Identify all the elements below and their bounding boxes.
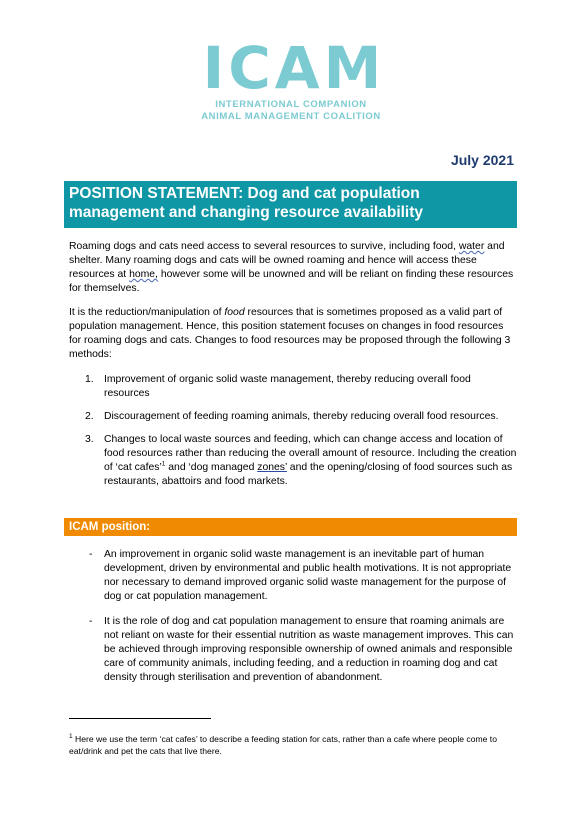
intro-paragraph (69, 240, 517, 296)
footnote-separator (69, 718, 211, 719)
positions-list (69, 548, 517, 696)
list-item-text: An improvement in organic solid waste management is an inevitable part of human development, driven by environmental and public health motivations. It is not appropriate nor necessary to demand improved organic solid waste management for the purpose of dog or cat population management. (104, 549, 512, 602)
list-item-text: Discouragement of feeding roaming animals, thereby reducing overall food resources. (104, 411, 499, 422)
spellcheck-word: zones’ (257, 462, 287, 473)
list-item (69, 410, 517, 424)
list-number: 3. (85, 434, 94, 445)
list-item (69, 615, 517, 685)
list-item-text: It is the role of dog and cat population management to ensure that roaming animals are not reliant on waste for their essential nutrition as waste management improves. This can be achieved through improving responsible ownership of owned animals and responsible care of community animals, including feeding, and a reduction in roaming dog and cat density through sterilisation and prevention of abandonment. (104, 616, 514, 683)
methods-list (69, 373, 517, 498)
logo-tagline-2: ANIMAL MANAGEMENT COALITION (201, 111, 381, 122)
food-text: It is the reduction/manipulation of (69, 307, 225, 318)
logo-wordmark: ICAM (202, 34, 386, 102)
page-title: POSITION STATEMENT: Dog and cat population management and changing resource availability (64, 181, 517, 228)
list-item (69, 433, 517, 489)
footnote-number: 1 (69, 733, 73, 741)
list-dash: - (89, 549, 93, 560)
list-item (69, 373, 517, 401)
intro-text: and shelter. Many roaming dogs and cats will be owned roaming and hence will access these resources at (69, 241, 505, 280)
list-item-text: Changes to local waste sources and feeding, which can change access and location of food resources rather than reducing the overall amount of resource. Including the creation of ‘cat cafes’ (104, 434, 517, 473)
intro-text: however some will be unowned and will be reliant on finding these resources for themselves. (69, 269, 514, 294)
list-item-text: and ‘dog managed (165, 462, 258, 473)
food-paragraph (69, 306, 517, 362)
list-item-text: Improvement of organic solid waste management, thereby reducing overall food resources (104, 374, 471, 399)
icam-logo (0, 34, 582, 123)
list-number: 1. (85, 374, 94, 385)
list-dash: - (89, 616, 93, 627)
spellcheck-word: water (458, 241, 485, 252)
food-emphasis: food (224, 307, 245, 318)
footnote-text: Here we use the term ‘cat cafes’ to describe a feeding station for cats, rather than a cafe where people come to eat/drink and pet the cats that live there. (69, 734, 497, 756)
logo-tagline-1: INTERNATIONAL COMPANION (215, 99, 367, 110)
list-item (69, 548, 517, 604)
intro-text: Roaming dogs and cats need access to several resources to survive, including food, (69, 241, 459, 252)
list-number: 2. (85, 411, 94, 422)
list-item-text: and the opening/closing of food sources such as restaurants, abattoirs and food markets. (104, 462, 513, 487)
document-date: July 2021 (450, 152, 514, 168)
food-text: resources that is sometimes proposed as a valid part of population management. Hence, this position statement focuses on changes in food resources for roaming dogs and cats. Changes to food resources may be proposed through the following 3 methods: (69, 307, 511, 360)
position-heading: ICAM position: (64, 518, 517, 536)
footnote-reference[interactable]: 1 (161, 460, 166, 468)
spellcheck-word: home, (129, 269, 158, 280)
footnote (69, 734, 517, 757)
